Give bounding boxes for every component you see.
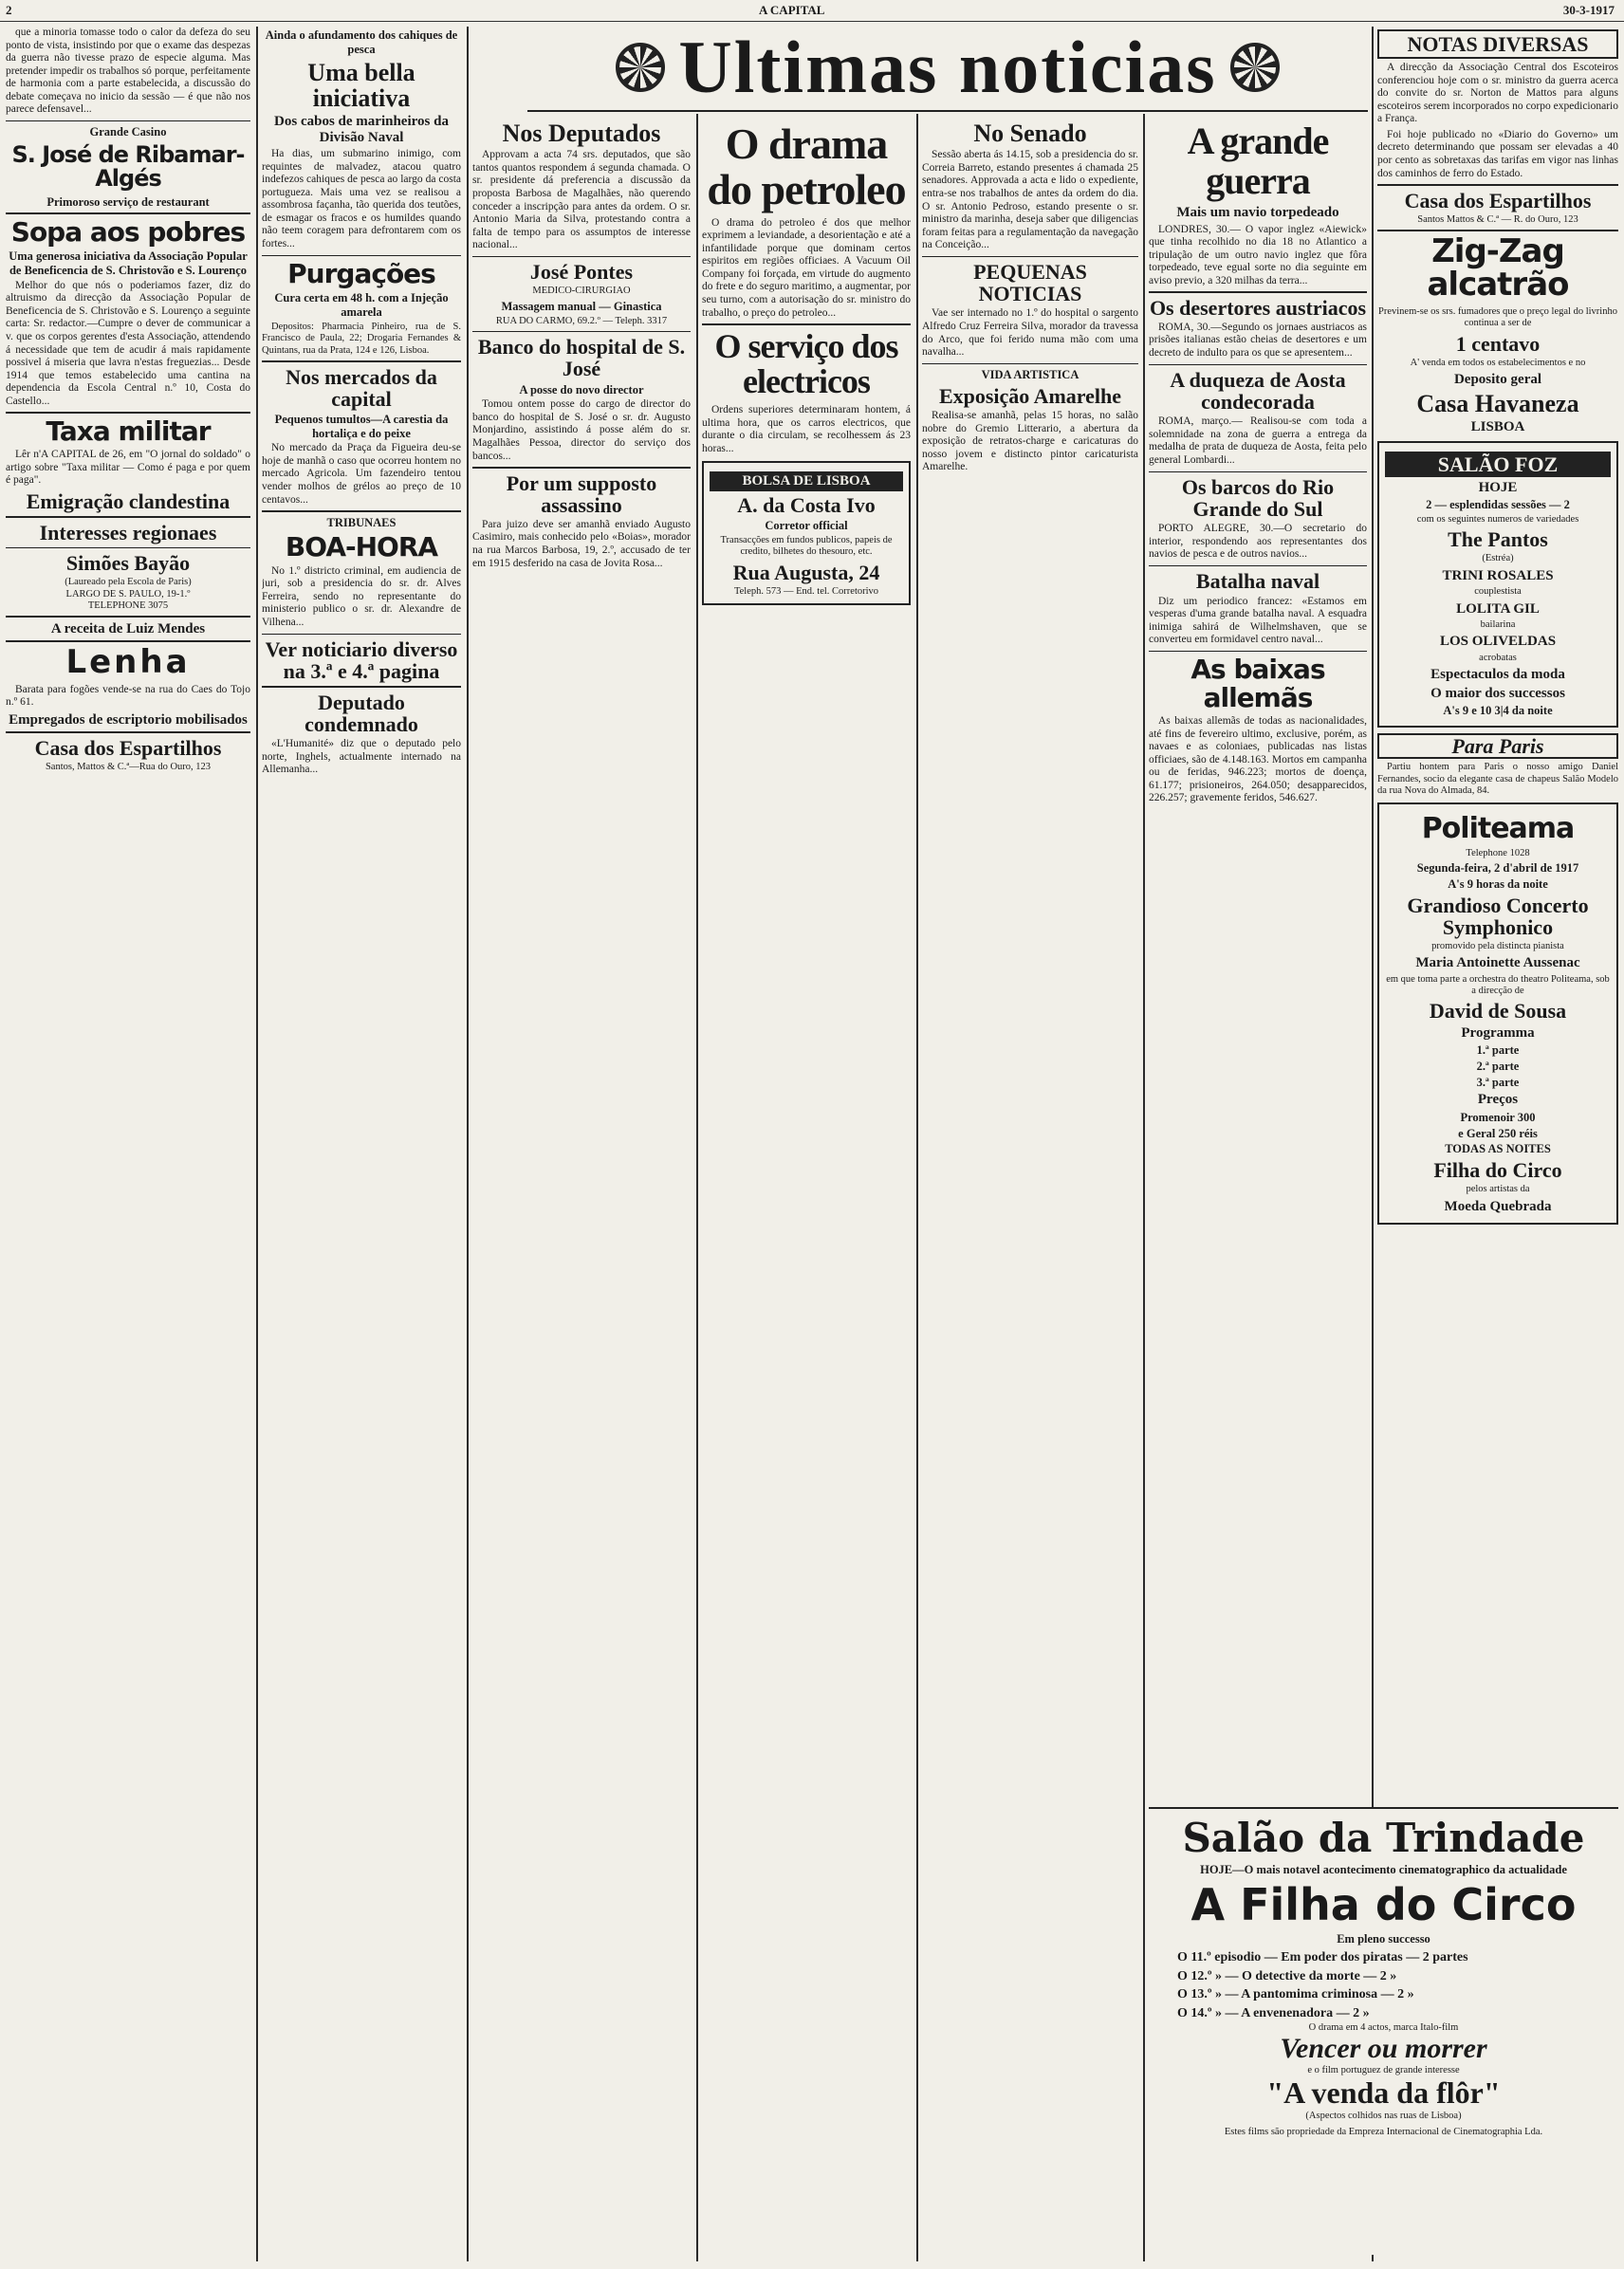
- pontes-subtitle: MEDICO-CIRURGIAO: [532, 286, 631, 297]
- headline-luiz-mendes: A receita de Luiz Mendes: [50, 620, 206, 636]
- ultimas-noticias-banner: [527, 25, 1368, 112]
- foz-act-1-note: (Estréa): [1482, 553, 1514, 564]
- trindade-footnote: Estes films são propriedade da Empreza Internacional de Cinematographia Lda.: [1224, 2127, 1543, 2138]
- zigzag-deposito: Deposito geral: [1453, 372, 1542, 388]
- casa-address: Santos, Mattos & C.ª—Rua do Ouro, 123: [45, 761, 212, 772]
- column-1: [6, 27, 250, 2261]
- politeama-concert: Grandioso Concerto Symphonico: [1407, 893, 1589, 939]
- deputado-text: «L'Humanité» diz que o deputado pelo norte, Inghels, actualmente internado na Allemanha...: [262, 737, 461, 776]
- salao-trindade-ad: [1149, 1807, 1618, 2255]
- politeama-geral: e Geral 250 réis: [1458, 1126, 1538, 1140]
- foz-desc: com os seguintes numeros de variedades: [1416, 513, 1579, 525]
- headline-banco-hospital: Banco do hospital de S. José: [477, 335, 686, 381]
- zigzag-price: 1 centavo: [1455, 331, 1541, 356]
- headline-mercados: Nos mercados da capital: [286, 364, 437, 411]
- politeama-todas: TODAS AS NOITES: [1445, 1142, 1551, 1156]
- headline-interesses: Interesses regionaes: [39, 520, 217, 544]
- foz-horas: A's 9 e 10 3|4 da noite: [1443, 704, 1553, 718]
- trindade-episode-2: O 12.º » — O detective da morte — 2 »: [1177, 1968, 1397, 1983]
- foz-act-3-note: bailarina: [1480, 619, 1516, 631]
- exposicao-text: Realisa-se amanhã, pelas 15 horas, no salão nobre do Gremio Litterario, a abertura da exposição de retratos-charge e caricaturas do nosso jovem e distincto pintor caricaturista Amarelhe.: [922, 410, 1138, 473]
- foz-sessoes: 2 — esplendidas sessões — 2: [1426, 498, 1570, 512]
- bolsa-name: A. da Costa Ivo: [737, 492, 876, 517]
- guerra-text: LONDRES, 30.— O vapor inglez «Aiewick» que tinha recolhido no dia 18 no Atlantico a tripulação de um outro navio inglez que fôra torpedeado, teve egual sorte no dia seguinte em aviso previo, a 320 milhas da terra...: [1149, 223, 1367, 286]
- mercados-text: No mercado da Praça da Figueira deu-se hoje de manhã o caso que ocorreu hontem no mercado Agricola. Um fazendeiro tentou vender molhos de grélos ao preço de 10 centavos...: [262, 442, 461, 506]
- intro-text: que a minoria tomasse todo o calor da defeza do seu ponto de vista, insistindo por que o exame das despezas da guerra não tivesse prazo de especie alguma. Mas pretender impedir os trabalhos só porque, perfeitamente de harmonia com a parte estabelecida, a discussão do debate começava no inicio da sessão — é que não nos parece defensavel...: [6, 27, 250, 116]
- politeama-date: Segunda-feira, 2 d'abril de 1917: [1416, 861, 1579, 876]
- headline-servico-electricos: O serviço dos electricos: [714, 326, 898, 401]
- sopa-subtitle: Uma generosa iniciativa da Associação Popular de Beneficencia de S. Christovão e S. Lourenço: [9, 249, 248, 277]
- trindade-success: Em pleno successo: [1337, 1932, 1430, 1946]
- headline-lenha: Lenha: [65, 642, 191, 681]
- bolsa-ad: [702, 461, 911, 605]
- ornament-icon: [616, 43, 665, 92]
- headline-para-paris: Para Paris: [1377, 733, 1618, 759]
- trindade-title: Salão da Trindade: [1182, 1815, 1585, 1861]
- headline-ver-noticiario: Ver noticiario diverso na 3.ª e 4.ª pagina: [265, 637, 458, 684]
- politeama-promenoir: Promenoir 300: [1460, 1110, 1536, 1124]
- trindade-film2: "A venda da flôr": [1266, 2075, 1501, 2111]
- ornament-icon: [1230, 43, 1280, 92]
- politeama-moeda: Moeda Quebrada: [1444, 1198, 1552, 1214]
- sopa-text: Melhor do que nós o poderiamos fazer, diz do altruismo da direcção da Associação Popular de Beneficencia de S. Christovão e S. Lourenço a seguinte carta: Sr. redactor.—Cumpre o dever de communicar a v. que os corpos gerentes d'esta Associação, attendendo á necessidade que tem de acudir á mais rapidamente possivel á miseria que lavra n'estas freguezias... Desde 1914 que temos estabelecido uma cantina na dependencia da Escola Central n.º 10, Costa do Castello...: [6, 279, 250, 407]
- bolsa-desc: Transacções em fundos publicos, papeis de credito, bilhetes do thesouro, etc.: [720, 534, 893, 558]
- purgacoes-text: Cura certa em 48 h. com a Injeção amarela: [274, 291, 449, 320]
- sjose-subtitle: Primoroso serviço de restaurant: [46, 194, 210, 209]
- salao-foz-ad: [1377, 441, 1618, 729]
- headline-simoes: Simões Bayão: [65, 551, 191, 576]
- headline-zig-zag: Zig-Zag alcatrão: [1427, 231, 1569, 304]
- pequenas-text: Vae ser internado no 1.º do hospital o sargento Alfredo Cruz Ferreira Silva, morador da travessa do Arco, que foi ferido numa mão com uma navalha...: [922, 307, 1138, 359]
- headline-purgacoes: Purgações: [287, 258, 435, 290]
- guerra-subtitle: Mais um navio torpedeado: [1176, 205, 1339, 220]
- headline-casa-espartilhos: Casa dos Espartilhos: [34, 735, 222, 760]
- batalha-text: Diz um periodico francez: «Estamos em vesperas d'uma grande batalha naval. A esquadra inimiga sahirá de Wilhelmshaven, que se converteu em formidavel centro naval...: [1149, 595, 1367, 646]
- headline-casa-espartilhos-ad: Casa dos Espartilhos: [1404, 188, 1592, 212]
- politeama-artist: Maria Antoinette Aussenac: [1415, 955, 1580, 971]
- masthead: A CAPITAL: [759, 3, 825, 17]
- headline-boa-hora: BOA-HORA: [285, 531, 438, 563]
- trindade-vencer: Vencer ou morrer: [1280, 2033, 1487, 2065]
- headline-jose-pontes: José Pontes: [529, 260, 634, 285]
- politeama-filha: Filha do Circo: [1433, 1158, 1562, 1183]
- politeama-part-3: 3.ª parte: [1476, 1075, 1520, 1089]
- headline-baixas-allemas: As baixas allemãs: [1190, 654, 1325, 713]
- foz-act-4: LOS OLIVELDAS: [1439, 634, 1557, 650]
- barcos-text: PORTO ALEGRE, 30.—O secretario do interior, respondendo aos representantes dos navios de pesca e de outros navios...: [1149, 523, 1367, 561]
- politeama-programa: Programma: [1461, 1024, 1535, 1041]
- politeama-desc: promovido pela distincta pianista: [1431, 940, 1564, 951]
- trindade-episode-1: O 11.º episodio — Em poder dos piratas — 2 partes: [1177, 1950, 1468, 1965]
- paris-text: Partiu hontem para Paris o nosso amigo Daniel Fernandes, socio da elegante casa de chapeus Salão Modelo da rua Nova do Almada, 84.: [1377, 762, 1618, 796]
- page-header: [0, 0, 1624, 22]
- politeama-telephone: Telephone 1028: [1466, 847, 1530, 858]
- headline-drama-petroleo: O drama do petroleo: [707, 120, 906, 214]
- politeama-part-2: 2.ª parte: [1476, 1059, 1520, 1073]
- havaneza-city: LISBOA: [1470, 419, 1525, 435]
- drama-text: O drama do petroleo é dos que melhor exprimem a leviandade, a desorientação e até a infantilidade porque que dominam certos espiritos em regiões officiaes. A Vacuum Oil Company foi forçada, em virtude do augmento do frete e do seguro maritimo, a augmentar, por seu turno, com a autorisação do sr. ministro do trabalho, o preço do petroleo...: [702, 216, 911, 319]
- simoes-telephone: TELEPHONE 3075: [87, 600, 169, 611]
- pontes-text: Massagem manual — Ginastica: [501, 299, 662, 313]
- lenha-text: Barata para fogões vende-se na rua do Caes do Tojo n.º 61.: [6, 683, 250, 709]
- mercados-subtitle: Pequenos tumultos—A carestia da hortaliça e do peixe: [274, 412, 449, 440]
- headline-emigracao: Emigração clandestina: [26, 489, 231, 513]
- suposto-text: Para juizo deve ser amanhã enviado Augusto Casimiro, mais conhecido pelo «Boias», morador na rua Marcos Barbosa, 19, 2.º, accusado de ter em 1915 desferido na casa de Jovita Rosa...: [472, 518, 691, 569]
- headline-vida-artistica: VIDA ARTISTICA: [981, 368, 1080, 382]
- bolsa-telephone: Teleph. 573 — End. tel. Corretorivo: [733, 585, 879, 597]
- politeama-time: A's 9 horas da noite: [1448, 876, 1548, 891]
- politeama-ad: [1377, 802, 1618, 1225]
- banco-subtitle: A posse do novo director: [519, 382, 644, 397]
- headline-barcos-rio-grande: Os barcos do Rio Grande do Sul: [1181, 475, 1335, 522]
- headline-grande-guerra: A grande guerra: [1187, 120, 1329, 202]
- politeama-artistas: pelos artistas da: [1466, 1184, 1530, 1195]
- headline-no-senado: No Senado: [973, 120, 1087, 147]
- simoes-subtitle: (Laureado pela Escola de Paris): [65, 577, 192, 588]
- notas-text: A direcção da Associação Central dos Escoteiros conferenciou hoje com o sr. ministro da guerra acerca do convite do sr. Norton de Mattos para alguns escoteiros serem incorporados no corpo expedicionario a França.: [1377, 62, 1618, 125]
- politeama-part-1: 1.ª parte: [1476, 1043, 1520, 1058]
- trindade-film2-sub: (Aspectos colhidos nas ruas de Lisboa): [1305, 2111, 1462, 2122]
- senado-text: Sessão aberta ás 14.15, sob a presidencia do sr. Correia Barreto, estando presentes á chamada 25 senadores. Approvada a acta e lido o expediente, entra-se nos trabalhos de antes da ordem do dia. O sr. Antonio Pedroso, estando presente o sr. ministro da marinha, deseja saber que diligencias foram feitas para a regulamentação da navegação na Conceição...: [922, 149, 1138, 251]
- foz-act-1: The Pantos: [1448, 527, 1548, 552]
- boahora-text: No 1.º districto criminal, em audiencia de juri, sob a presidencia do sr. dr. Alves Ferreira, sendo no representante do ministerio publico o sr. dr. Alexandre de Vilhena...: [262, 564, 461, 628]
- bella-text: Ha dias, um submarino inimigo, com requintes de malvadez, atacou quatro indefezos cahiques de pesca ao largo da costa portugueza. Mais uma vez se realisou a assombrosa façanha, tão querida dos teutões, de esmagar os fracos e os humildes quando não teem coragem para defrontarem com os fortes...: [262, 148, 461, 250]
- pontes-address: RUA DO CARMO, 69.2.º — Teleph. 3317: [495, 315, 668, 326]
- foz-act-2-note: couplestista: [1474, 586, 1522, 598]
- politeama-director: David de Sousa: [1429, 999, 1567, 1024]
- bolsa-address: Rua Augusta, 24: [732, 560, 880, 584]
- bolsa-title: BOLSA DE LISBOA: [710, 471, 903, 491]
- foz-maior: O maior dos successos: [1430, 685, 1565, 701]
- banco-text: Tomou ontem posse do cargo de director do banco do hospital de S. José o sr. dr. Augusto Monjardino, assistindo á posse além do sr. Magalhães Pessoa, director do serviço dos bancos...: [472, 398, 691, 462]
- taxa-text: Lêr n'A CAPITAL de 26, em "O jornal do soldado" o artigo sobre "Taxa militar — Como é paga e por quem é paga".: [6, 449, 250, 487]
- foz-act-2: TRINI ROSALES: [1442, 567, 1554, 583]
- headline-pequenas-noticias: PEQUENAS NOTICIAS: [973, 260, 1087, 306]
- purgacoes-depositos: Depositos: Pharmacia Pinheiro, rua de S. Francisco de Paula, 22; Drogaria Fernandes & Quintans, rua da Prata, 124 e 126, Lisboa.: [262, 321, 461, 356]
- headline-sopa-pobres: Sopa aos pobres: [10, 215, 246, 248]
- trindade-episode-4: O 14.º » — A envenenadora — 2 »: [1177, 2005, 1370, 2020]
- headline-afundamento: Ainda o afundamento dos cahiques de pesca: [265, 28, 458, 56]
- foz-title: SALÃO FOZ: [1385, 452, 1611, 477]
- deputados-text: Approvam a acta 74 srs. deputados, que são tantos quantos respondem á segunda chamada. O sr. presidente dá preferencia a discussão da proposta Barbosa de Magalhães, não querendo conceder a inscripção para antes da ordem. O sr. Antonio Maria da Silva, protestando contra a falta de tempo para os assumptos de interesse nacional...: [472, 149, 691, 251]
- trindade-hoje: HOJE—O mais notavel acontecimento cinematographico da actualidade: [1200, 1863, 1567, 1876]
- column-2: [262, 27, 461, 2261]
- headline-grande-casino: Grande Casino: [89, 125, 167, 139]
- headline-empregados: Empregados de escriptorio mobilisados: [9, 711, 248, 728]
- bolsa-role: Corretor official: [765, 519, 848, 533]
- bella-subtitle: Dos cabos de marinheiros da Divisão Naval: [274, 114, 449, 145]
- trindade-film2-desc: e o film portuguez de grande interesse: [1307, 2065, 1460, 2076]
- desertores-text: ROMA, 30.—Segundo os jornaes austriacos as prisões italianas estão cheias de desertores e um decreto de indulto para os que se apresentem...: [1149, 321, 1367, 360]
- casa-espartilhos-address: Santos Mattos & C.ª — R. do Ouro, 123: [1417, 213, 1578, 225]
- headline-tribunaes: TRIBUNAES: [326, 515, 397, 529]
- politeama-title: Politeama: [1421, 812, 1575, 846]
- column-4: [702, 118, 911, 2261]
- zigzag-text: Previnem-se os srs. fumadores que o preço legal do livrinho continua a ser de: [1378, 306, 1617, 329]
- headline-notas-diversas: NOTAS DIVERSAS: [1377, 29, 1618, 59]
- foz-espectaculos: Espectaculos da moda: [1430, 667, 1565, 683]
- headline-nos-deputados: Nos Deputados: [502, 120, 661, 147]
- page-number: 2: [6, 3, 12, 17]
- column-3: [472, 118, 691, 2261]
- zigzag-sale: A' venda em todos os estabelecimentos e no: [1410, 357, 1586, 368]
- headline-bella-iniciativa: Uma bella iniciativa: [307, 58, 415, 112]
- headline-batalha-naval: Batalha naval: [1195, 569, 1320, 594]
- headline-taxa-militar: Taxa militar: [46, 415, 211, 447]
- banner-title: Ultimas noticias: [678, 26, 1217, 108]
- headline-casa-havaneza: Casa Havaneza: [1416, 389, 1579, 417]
- headline-duqueza-aosta: A duqueza de Aosta condecorada: [1170, 368, 1346, 415]
- baixas-text: As baixas allemãs de todas as nacionalidades, até fins de fevereiro ultimo, exclusive, porém, as navaes e as coloniaes, publicadas nas listas officiaes, são de 4.148.163. Mortos em campanha ou de feridas, 946.223; mortos de doença, 61.177; prisioneiros, 264.050; desapparecidos, 226.257; gravemente feridos, 546.627.: [1149, 715, 1367, 804]
- servico-text: Ordens superiores determinaram hontem, á ultima hora, que os carros electricos, que durante o dia circulam, se recolhessem ás 23 horas...: [702, 404, 911, 454]
- issue-date: 30-3-1917: [1562, 3, 1615, 17]
- trindade-film: A Filha do Circo: [1190, 1879, 1577, 1930]
- headline-desertores: Os desertores austriacos: [1149, 295, 1367, 320]
- column-5: [922, 118, 1138, 2261]
- headline-suposto-assassino: Por um supposto assassino: [506, 470, 657, 517]
- duqueza-text: ROMA, março.— Realisou-se com toda a solemnidade na zona de guerra a entrega da medalha de prata de duqueza de Aosta, feita pelo general Lombardi...: [1149, 415, 1367, 466]
- headline-deputado-condemnado: Deputado condemnado: [304, 690, 418, 736]
- simoes-address: LARGO DE S. PAULO, 19-1.º: [65, 588, 191, 600]
- notas-text-2: Foi hoje publicado no «Diario do Governo» um decreto determinando que possam ser elevadas a 40 por cento as sobretaxas das tarifas em vigor nas linhas dos caminhos de ferro do Estado.: [1377, 128, 1618, 179]
- headline-sjose: S. José de Ribamar-Algés: [11, 141, 245, 193]
- politeama-desc-2: em que toma parte a orchestra do theatro Politeama, sob a direcção de: [1386, 973, 1610, 997]
- trindade-drama: O drama em 4 actos, marca Italo-film: [1308, 2022, 1459, 2034]
- foz-hoje: HOJE: [1478, 479, 1518, 495]
- headline-exposicao-amarelhe: Exposição Amarelhe: [938, 383, 1122, 408]
- trindade-episode-3: O 13.º » — A pantomima criminosa — 2 »: [1177, 1987, 1414, 2002]
- foz-act-4-note: acrobatas: [1479, 652, 1517, 663]
- politeama-precos: Preços: [1477, 1092, 1519, 1108]
- foz-act-3: LOLITA GIL: [1456, 600, 1540, 617]
